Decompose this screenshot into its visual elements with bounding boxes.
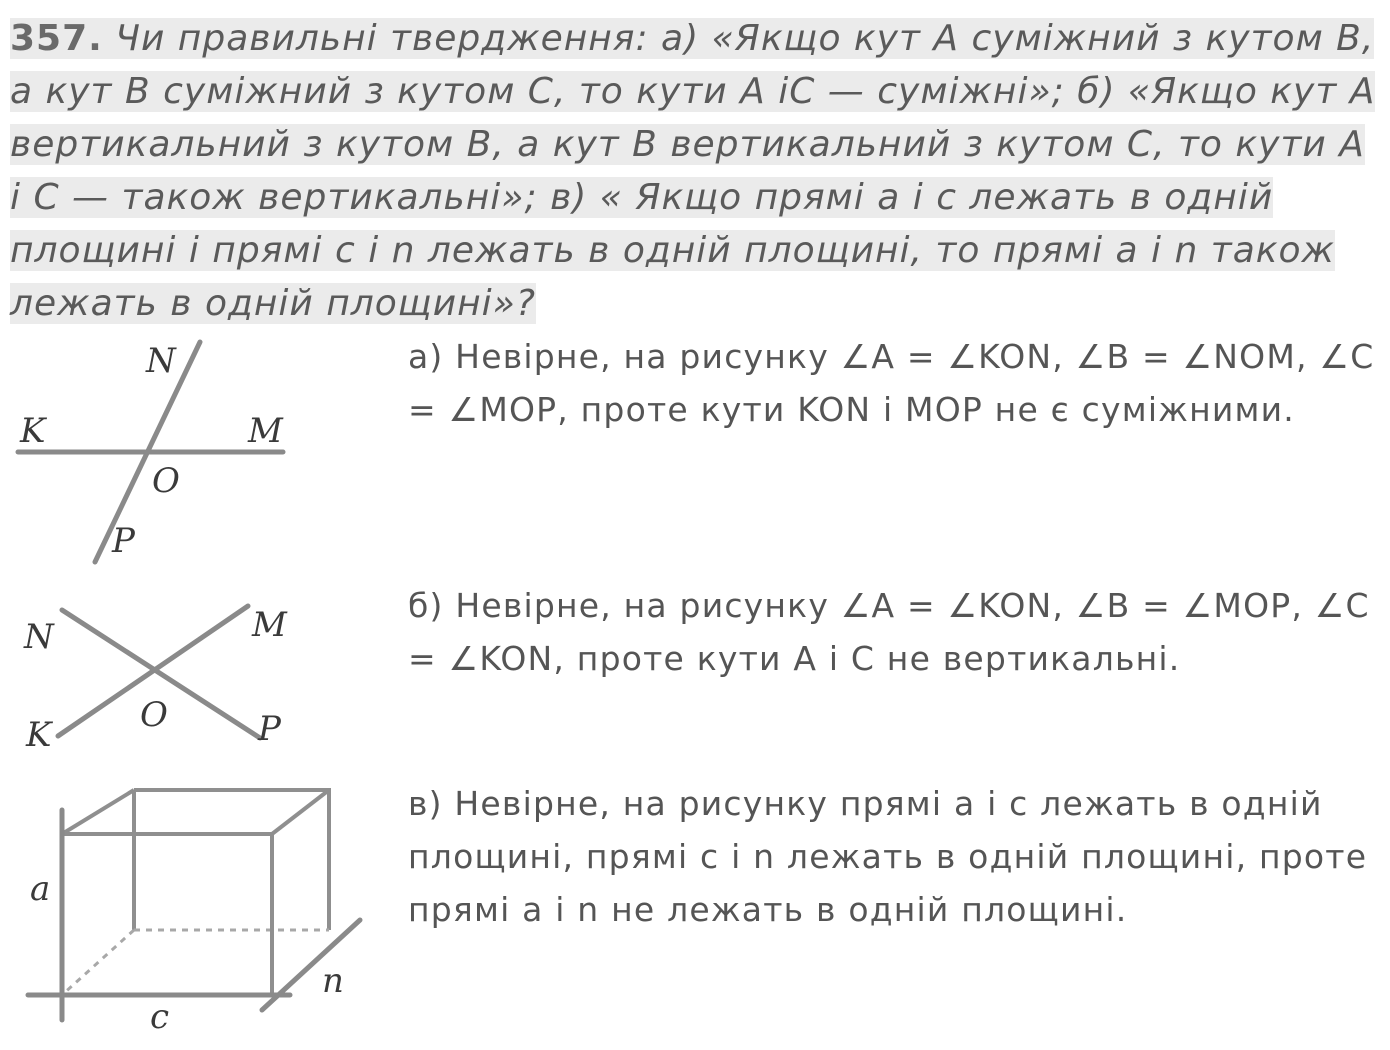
label-p: P	[258, 709, 281, 749]
cube-hidden-edge	[62, 930, 134, 995]
figure-c	[0, 770, 380, 1040]
label-k: K	[20, 411, 46, 451]
label-n: n	[322, 961, 344, 1001]
figure-a	[0, 330, 320, 570]
problem-statement	[10, 12, 1380, 330]
problem-number: 357.	[10, 18, 103, 59]
label-k: K	[26, 715, 52, 755]
label-a: a	[30, 869, 51, 909]
label-m: M	[252, 605, 287, 645]
label-n: N	[24, 617, 54, 657]
answer-a: а) Невірне, на рисунку ∠A = ∠KON, ∠B = ∠NOM, ∠C = ∠MOP, проте кути KON і MOP не є суміжними.	[408, 337, 1375, 429]
cube-front-face	[62, 834, 272, 995]
answer-c: в) Невірне, на рисунку прямі a і c лежать в одній площині, прямі c і n лежать в одній площині, проте прямі a і n не лежать в одній площині.	[408, 784, 1368, 929]
label-c: c	[150, 997, 170, 1037]
label-o: O	[140, 695, 168, 735]
label-o: O	[152, 461, 180, 501]
figure-b	[0, 590, 320, 760]
label-m: M	[248, 411, 283, 451]
label-n: N	[146, 341, 176, 381]
answer-b: б) Невірне, на рисунку ∠A = ∠KON, ∠B = ∠MOP, ∠C = ∠KON, проте кути A і C не вертикальні.	[408, 586, 1370, 678]
line-n	[262, 920, 360, 1010]
problem-text: Чи правильні твердження: а) «Якщо кут А суміжний з кутом В, а кут В суміжний з кутом С, то кути А іС — суміжні»; б) «Якщо кут А вертикальний з кутом В, а кут В вертикальний з кутом С, то кути А і С — також вертикальні»; в) « Якщо прямі а і с лежать в одній площині і прямі с і n лежать в одній площині, то прямі а і n також лежать в одній площині»?	[10, 18, 1376, 324]
label-p: P	[112, 521, 135, 561]
